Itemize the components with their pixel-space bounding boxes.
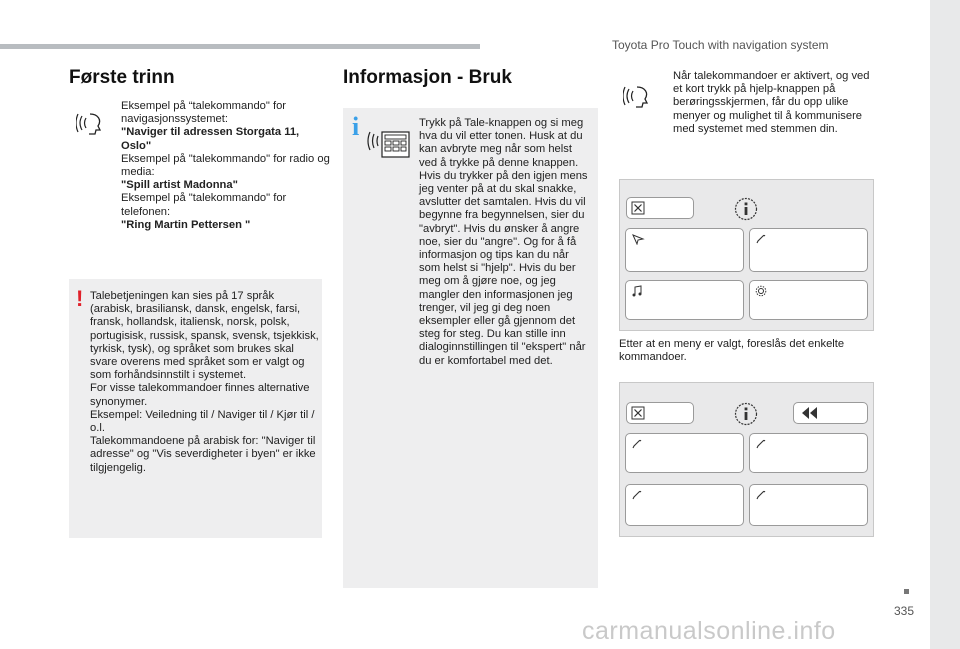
example-line: "Ring Martin Pettersen " — [121, 218, 251, 231]
right-paragraph-1: Når talekommandoer er aktivert, og ved et kort trykk på hjelp-knappen på berøringsskjermen, får du opp ulike menyer og mulighet til å kommunisere med systemet med stemmen din. — [673, 70, 870, 135]
phone-icon — [755, 233, 767, 245]
command-button[interactable] — [625, 484, 744, 526]
phone-icon — [755, 438, 767, 450]
info-text — [419, 117, 591, 368]
gear-icon — [755, 285, 767, 297]
voice-command-icon — [623, 81, 661, 113]
command-button[interactable] — [625, 433, 744, 473]
help-info-icon[interactable] — [734, 197, 758, 221]
right-paragraph-2: Etter at en meny er valgt, foreslås det enkelte kommandoer. — [619, 338, 845, 364]
info-line: Trykk på Tale-knappen og si meg hva du vil etter tonen. Husk at du kan avbryte meg når som helst ved å trykke på denne knappen. Hvis du trykker på den igjen mens jeg venter på at du skal snakke, avslutter det samtalen. Hvis du vil begynne fra begynnelsen, sier du "avbryt". Hvis du ønsker å angre noe, sier du "angre". Og for å få informasjon og tips kan du når som helst si "hjelp". Hvis du ber meg om å gjøre noe, og jeg mangler den informasjonen jeg trenger, vil jeg gi deg noen eksempler eller gå gjennom det steg for steg. Du kan stille inn dialoginnstillingen til "ekspert" når du er komfortabel med det. — [419, 117, 588, 367]
back-button[interactable] — [793, 402, 868, 424]
example-line: Eksempel på “talekommando" for navigasjonssystemet: — [121, 100, 287, 126]
rewind-back-icon — [800, 406, 818, 420]
music-note-icon — [631, 285, 643, 297]
info-icon: i — [352, 112, 360, 141]
voice-examples — [121, 100, 331, 232]
warning-line: Eksempel: Veiledning til / Naviger til / Kjør til / o.l. — [90, 408, 315, 435]
help-menu-screen — [619, 179, 874, 331]
voice-command-icon — [76, 108, 114, 140]
navigation-menu-button[interactable] — [625, 228, 744, 272]
command-button[interactable] — [749, 433, 868, 473]
close-icon — [631, 201, 645, 215]
command-list-screen — [619, 382, 874, 537]
section-title-forste-trinn: Første trinn — [69, 67, 175, 88]
warning-text — [90, 290, 320, 475]
page-edge-strip — [930, 0, 960, 649]
watermark: carmanualsonline.info — [582, 617, 836, 645]
warning-line: Talekommandoene på arabisk for: "Naviger til adresse" og "Vis severdigheter i byen" er ikke tilgjengelig. — [90, 435, 316, 474]
warning-line: Talebetjeningen kan sies på 17 språk (arabisk, brasiliansk, dansk, engelsk, farsi, fransk, hollandsk, italiensk, norsk, polsk, portugisisk, russisk, spansk, svensk, tsjekkisk, tyrkisk, tysk), og språket som brukes skal svare overens med språket som er valgt og som forhåndsinnstilt i systemet. — [90, 290, 319, 382]
section-title-informasjon-bruk: Informasjon - Bruk — [343, 67, 512, 88]
close-button[interactable] — [626, 402, 694, 424]
close-icon — [631, 406, 645, 420]
phone-menu-button[interactable] — [749, 228, 868, 272]
warning-icon: ! — [76, 286, 84, 311]
example-line: Eksempel på "talekommando" for telefonen: — [121, 192, 287, 218]
warning-line: For visse talekommandoer finnes alternative synonymer. — [90, 382, 310, 408]
voice-button-icon — [366, 126, 412, 160]
settings-menu-button[interactable] — [749, 280, 868, 320]
close-button[interactable] — [626, 197, 694, 219]
running-header: Toyota Pro Touch with navigation system — [612, 38, 829, 52]
example-line: "Naviger til adressen Storgata 11, Oslo" — [121, 126, 300, 152]
top-rule — [0, 44, 480, 49]
example-line: "Spill artist Madonna" — [121, 179, 238, 192]
navigation-icon — [631, 233, 645, 245]
example-line: Eksempel på "talekommando" for radio og media: — [121, 152, 330, 179]
page-number: 335 — [894, 604, 915, 618]
command-button[interactable] — [749, 484, 868, 526]
phone-icon — [631, 438, 643, 450]
media-menu-button[interactable] — [625, 280, 744, 320]
phone-icon — [755, 489, 767, 501]
page-marker — [904, 589, 909, 594]
phone-icon — [631, 489, 643, 501]
help-info-icon[interactable] — [734, 402, 758, 426]
